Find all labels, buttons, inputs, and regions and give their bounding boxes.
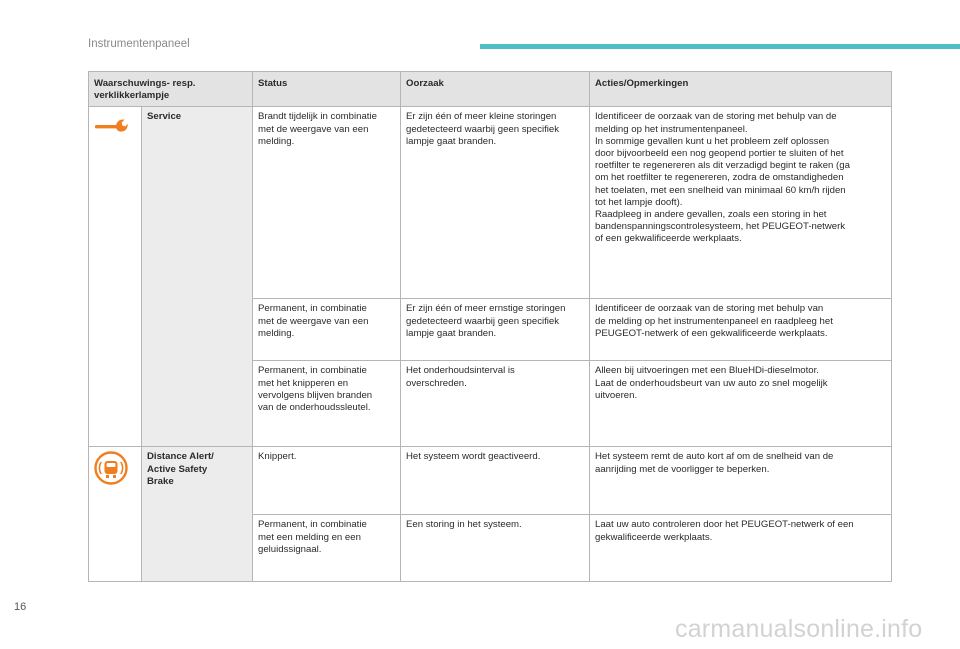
page-number: 16	[14, 601, 27, 613]
service-cause-1: Er zijn één of meer kleine storingen gedetecteerd waarbij geen specifiek lampje gaat branden.	[401, 107, 590, 299]
service-actions-2: Identificeer de oorzaak van de storing met behulp van de melding op het instrumentenpaneel en raadpleeg het PEUGEOT-netwerk of een gekwalificeerde werkplaats.	[590, 299, 892, 361]
distance-alert-status-1: Knippert.	[253, 447, 401, 515]
service-actions-1: Identificeer de oorzaak van de storing met behulp van de melding op het instrumentenpaneel. In sommige gevallen kunt u het probleem zelf oplossen door bijvoorbeeld een nog geopend portier te sluiten of het roetfilter te regenereren als dit verzadigd begint te raken (ga om het roetfilter te regenereren, zodra de omstandigheden het toelaten, met een snelheid van minimaal 60 km/h rijden tot het lampje dooft). Raadpleeg in andere gevallen, zoals een storing in het bandenspanningscontrolesysteem, het PEUGEOT-netwerk of een gekwalificeerde werkplaats.	[590, 107, 892, 299]
distance-alert-actions-2: Laat uw auto controleren door het PEUGEOT-netwerk of een gekwalificeerde werkplaats.	[590, 515, 892, 582]
wrench-icon	[94, 117, 128, 137]
distance-alert-cause-2: Een storing in het systeem.	[401, 515, 590, 582]
service-cause-2: Er zijn één of meer ernstige storingen gedetecteerd waarbij geen specifiek lampje gaat branden.	[401, 299, 590, 361]
service-status-3: Permanent, in combinatie met het knipperen en vervolgens blijven branden van de onderhoudssleutel.	[253, 361, 401, 447]
collision-warning-icon	[94, 477, 128, 488]
service-cause-3: Het onderhoudsinterval is overschreden.	[401, 361, 590, 447]
service-status-2: Permanent, in combinatie met de weergave van een melding.	[253, 299, 401, 361]
table-row	[89, 107, 892, 299]
distance-alert-icon-cell	[89, 447, 142, 582]
distance-alert-name-cell: Distance Alert/ Active Safety Brake	[142, 447, 253, 582]
service-name-cell: Service	[142, 107, 253, 447]
header-lamp: Waarschuwings- resp. verklikkerlampje	[89, 72, 253, 107]
distance-alert-actions-1: Het systeem remt de auto kort af om de snelheid van de aanrijding met de voorligger te beperken.	[590, 447, 892, 515]
distance-alert-cause-1: Het systeem wordt geactiveerd.	[401, 447, 590, 515]
header-actions: Acties/Opmerkingen	[590, 72, 892, 107]
service-actions-3: Alleen bij uitvoeringen met een BlueHDi-dieselmotor. Laat de onderhoudsbeurt van uw auto zo snel mogelijk uitvoeren.	[590, 361, 892, 447]
header-status: Status	[253, 72, 401, 107]
table-header-row	[89, 72, 892, 107]
header-accent-bar	[480, 44, 960, 49]
table-row	[89, 447, 892, 515]
section-title: Instrumentenpaneel	[88, 38, 190, 50]
header-cause: Oorzaak	[401, 72, 590, 107]
service-icon-cell	[89, 107, 142, 447]
service-status-1: Brandt tijdelijk in combinatie met de weergave van een melding.	[253, 107, 401, 299]
distance-alert-status-2: Permanent, in combinatie met een melding en een geluidssignaal.	[253, 515, 401, 582]
watermark: carmanualsonline.info	[675, 615, 923, 643]
warning-lamp-table	[88, 71, 892, 582]
